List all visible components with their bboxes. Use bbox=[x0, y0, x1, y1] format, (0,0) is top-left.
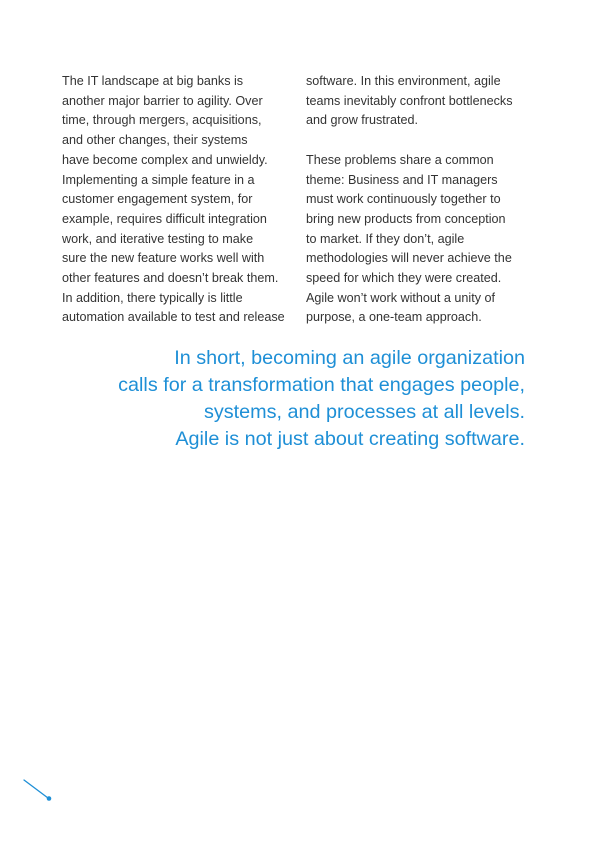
paragraph-problems bbox=[306, 151, 536, 328]
pull-quote-line: In short, becoming an agile organization bbox=[174, 347, 525, 369]
body-text-line: time, through mergers, acquisitions, bbox=[62, 113, 262, 128]
body-text-line: The IT landscape at big banks is bbox=[62, 74, 244, 88]
pull-quote bbox=[55, 345, 525, 453]
body-text-line: speed for which they were created. bbox=[306, 271, 502, 286]
right-column bbox=[306, 72, 536, 328]
body-text-line: These problems share a common bbox=[306, 152, 494, 167]
body-text-line: In addition, there typically is little bbox=[62, 290, 243, 305]
pull-quote-line: systems, and processes at all levels. bbox=[203, 401, 525, 423]
paragraph-continuation bbox=[306, 72, 536, 131]
body-text-line: and other changes, their systems bbox=[62, 133, 248, 148]
body-text-line: Agile won’t work without a unity of bbox=[306, 290, 495, 305]
body-text-line: work, and iterative testing to make bbox=[62, 231, 254, 246]
body-text-line: software. In this environment, agile bbox=[306, 74, 501, 88]
body-text-line: bring new products from conception bbox=[306, 211, 506, 226]
body-text-line: example, requires difficult integration bbox=[62, 211, 267, 226]
body-text-line: other features and doesn’t break them. bbox=[62, 271, 279, 286]
body-text-line: theme: Business and IT managers bbox=[306, 172, 498, 187]
body-text-line: customer engagement system, for bbox=[62, 192, 253, 207]
decorative-line-dot-icon bbox=[20, 775, 60, 805]
body-text-line: Implementing a simple feature in a bbox=[62, 172, 255, 187]
body-text-line: to market. If they don’t, agile bbox=[306, 231, 465, 246]
paragraph-spacer bbox=[306, 131, 536, 151]
body-text-line: sure the new feature works well with bbox=[62, 251, 265, 266]
body-text-line: and grow frustrated. bbox=[306, 113, 419, 128]
pull-quote-line: calls for a transformation that engages people, bbox=[118, 374, 525, 396]
body-text-line: automation available to test and release bbox=[62, 310, 285, 325]
body-text-line: teams inevitably confront bottlenecks bbox=[306, 93, 513, 108]
body-text-line: methodologies will never achieve the bbox=[306, 251, 512, 266]
body-text-line: have become complex and unwieldy. bbox=[62, 152, 268, 167]
body-text-line: purpose, a one-team approach. bbox=[306, 310, 482, 325]
body-text-line: another major barrier to agility. Over bbox=[62, 93, 263, 108]
left-column bbox=[62, 72, 287, 328]
body-text-line: must work continuously together to bbox=[306, 192, 501, 207]
pull-quote-line: Agile is not just about creating software. bbox=[175, 428, 525, 450]
